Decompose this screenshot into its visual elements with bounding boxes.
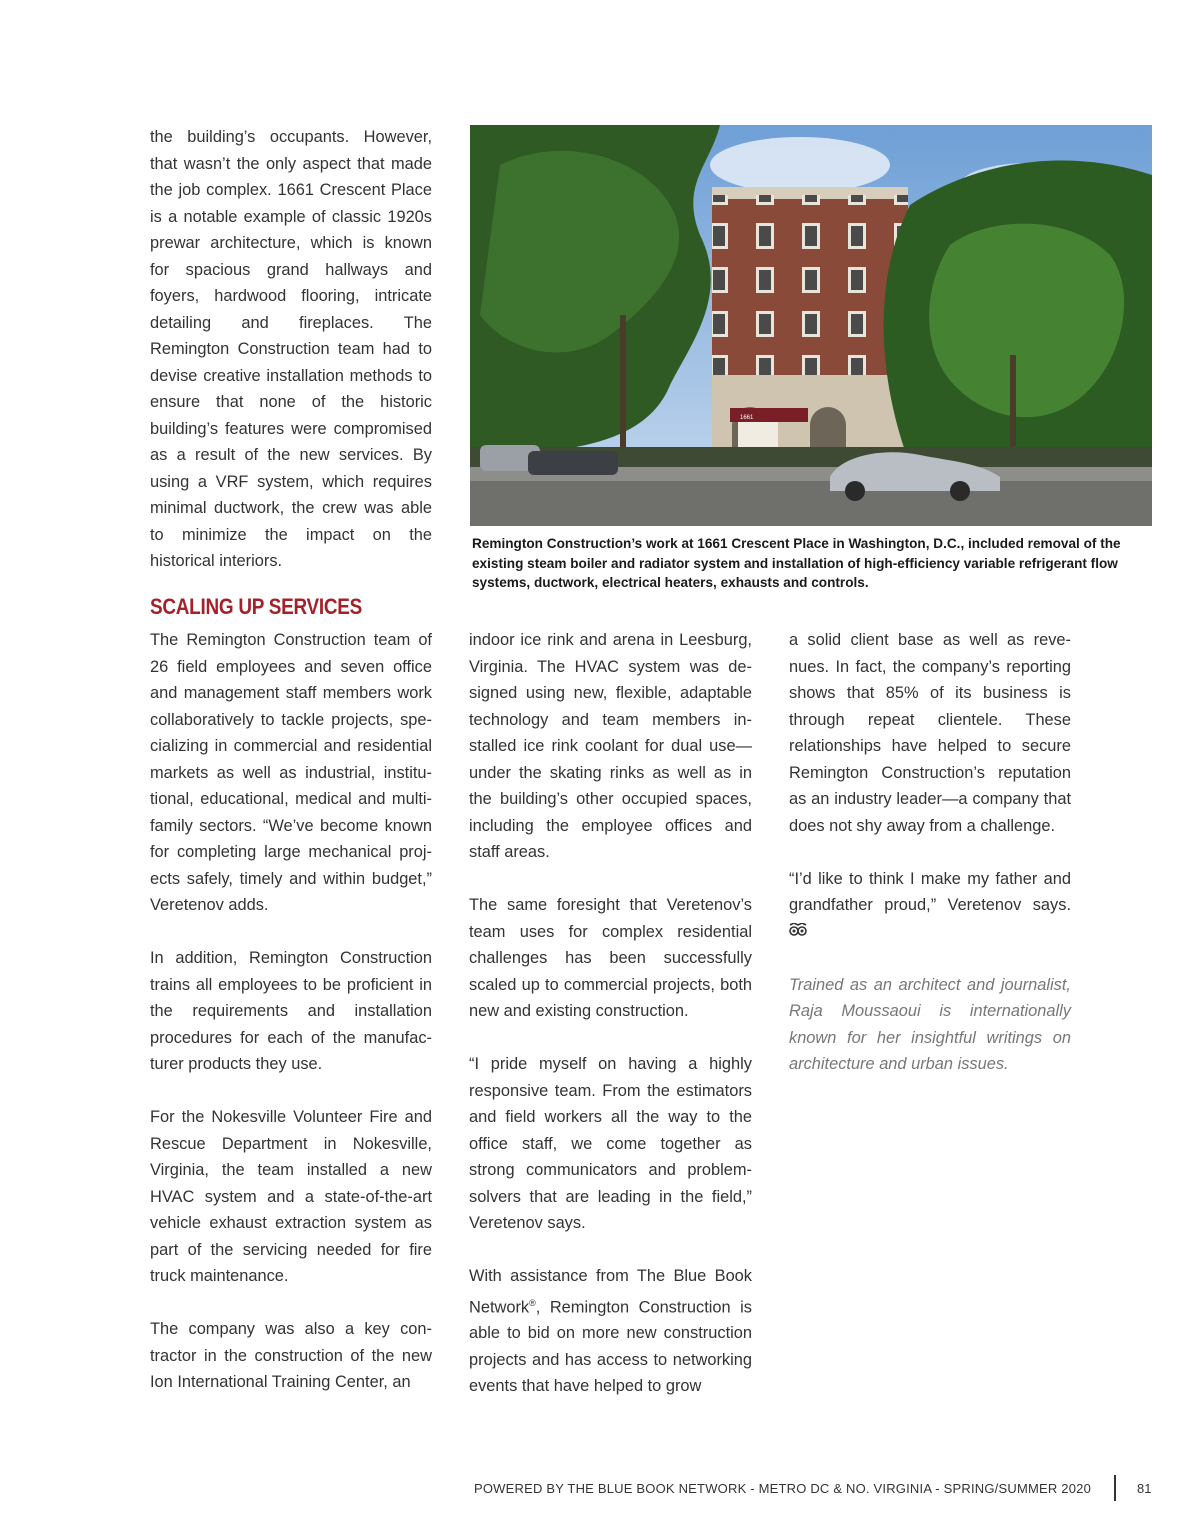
building-photo bbox=[470, 125, 1152, 526]
author-bio: Trained as an architect and journalist, Raja Moussaoui is internationally known for her insightful writings on architecture and urban issues. bbox=[789, 975, 1071, 1073]
column-a-paragraph-1: The Remington Construction team of 26 field employees and seven office and management staff members work collaboratively to tackle projects, specializing in commercial and residential markets as well as industrial, institutional, educational, medical and multifamily sectors. “We’ve become known for completing large mechanical projects safely, timely and within budget,” Veretenov adds. bbox=[150, 631, 432, 914]
building-number: 1661 bbox=[740, 415, 754, 421]
photo-caption: Remington Construction’s work at 1661 Crescent Place in Washington, D.C., included removal of the existing steam boiler and radiator system and installation of high-efficiency variable refrigerant flow systems, ductwork, electrical heaters, exhausts and controls. bbox=[472, 536, 1121, 590]
column-a-paragraph-3: For the Nokesville Volunteer Fire and Rescue Department in Nokesville, Virginia, the team installed a new HVAC system and a state-of-the-art vehicle exhaust extraction system as part of the servicing needed for fire truck maintenance. bbox=[150, 1108, 432, 1285]
column-a-paragraph-4: The company was also a key contractor in the construction of the new Ion International Training Center, an bbox=[150, 1320, 432, 1391]
column-a bbox=[150, 627, 432, 1396]
closing-quote bbox=[789, 866, 1071, 946]
owl-eyes-icon bbox=[789, 924, 807, 940]
column-a-paragraph-2: In addition, Remington Construction trains all employees to be proficient in the requirements and installation procedures for each of the manufacturer products they use. bbox=[150, 949, 432, 1073]
column-b-paragraph-4 bbox=[469, 1263, 752, 1400]
column-b-paragraph-3: “I pride myself on having a highly responsive team. From the estimators and field workers all the way to the office staff, we come together as strong communicators and problem-solvers that are leading in the field,” Veretenov says. bbox=[469, 1055, 752, 1232]
column-b-paragraph-2: The same foresight that Veretenov’s team uses for complex residential challenges has been successfully scaled up to commercial projects, both new and existing construction. bbox=[469, 896, 752, 1020]
column-b-paragraph-4-start: With assistance from The Blue Book Network bbox=[469, 1267, 752, 1316]
section-heading: SCALING UP SERVICES bbox=[150, 594, 363, 619]
page-number: 81 bbox=[1137, 1481, 1152, 1496]
closing-quote-text: “I’d like to think I make my father and grandfather proud,” Veretenov says. bbox=[789, 869, 1071, 914]
footer-divider bbox=[1114, 1475, 1116, 1501]
page-footer bbox=[0, 1479, 1152, 1499]
intro-paragraph: the building’s occupants. However, that wasn’t the only aspect that made the job complex. 1661 Crescent Place is a notable example of classic 1920s prewar architecture, which is known for spacious grand hallways and foyers, hardwood flooring, intricate detailing and fireplaces. The Remington Construction team had to devise creative installation methods to ensure that none of the historic building’s features were compromised as a result of the new services. By using a VRF system, which requires minimal ductwork, the crew was able to minimize the impact on the historical interiors. bbox=[150, 128, 432, 570]
column-c bbox=[789, 627, 1071, 1078]
registered-mark: ® bbox=[529, 1297, 536, 1308]
column-b bbox=[469, 627, 752, 1400]
column-b-paragraph-4-end: , Remington Construction is able to bid on more new construction projects and has access to networking events that have helped to grow bbox=[469, 1297, 752, 1396]
footer-running-text: POWERED BY THE BLUE BOOK NETWORK - METRO DC & NO. VIRGINIA - SPRING/SUMMER 2020 bbox=[473, 1481, 1091, 1496]
column-c-paragraph-1: a solid client base as well as revenues. In fact, the company’s reporting shows that 85% of its business is through repeat clientele. These relationships have helped to secure Remington Construction’s reputation as an industry leader—a company that does not shy away from a challenge. bbox=[789, 631, 1071, 835]
intro-column bbox=[150, 124, 432, 575]
building-photo-illustration bbox=[470, 125, 1152, 526]
column-b-paragraph-1: indoor ice rink and arena in Leesburg, Virginia. The HVAC system was designed using new, flexible, adaptable technology and team members installed ice rink coolant for dual use—under the skating rinks as well as in the building’s other occupied spaces, including the employee offices and staff areas. bbox=[469, 631, 752, 861]
